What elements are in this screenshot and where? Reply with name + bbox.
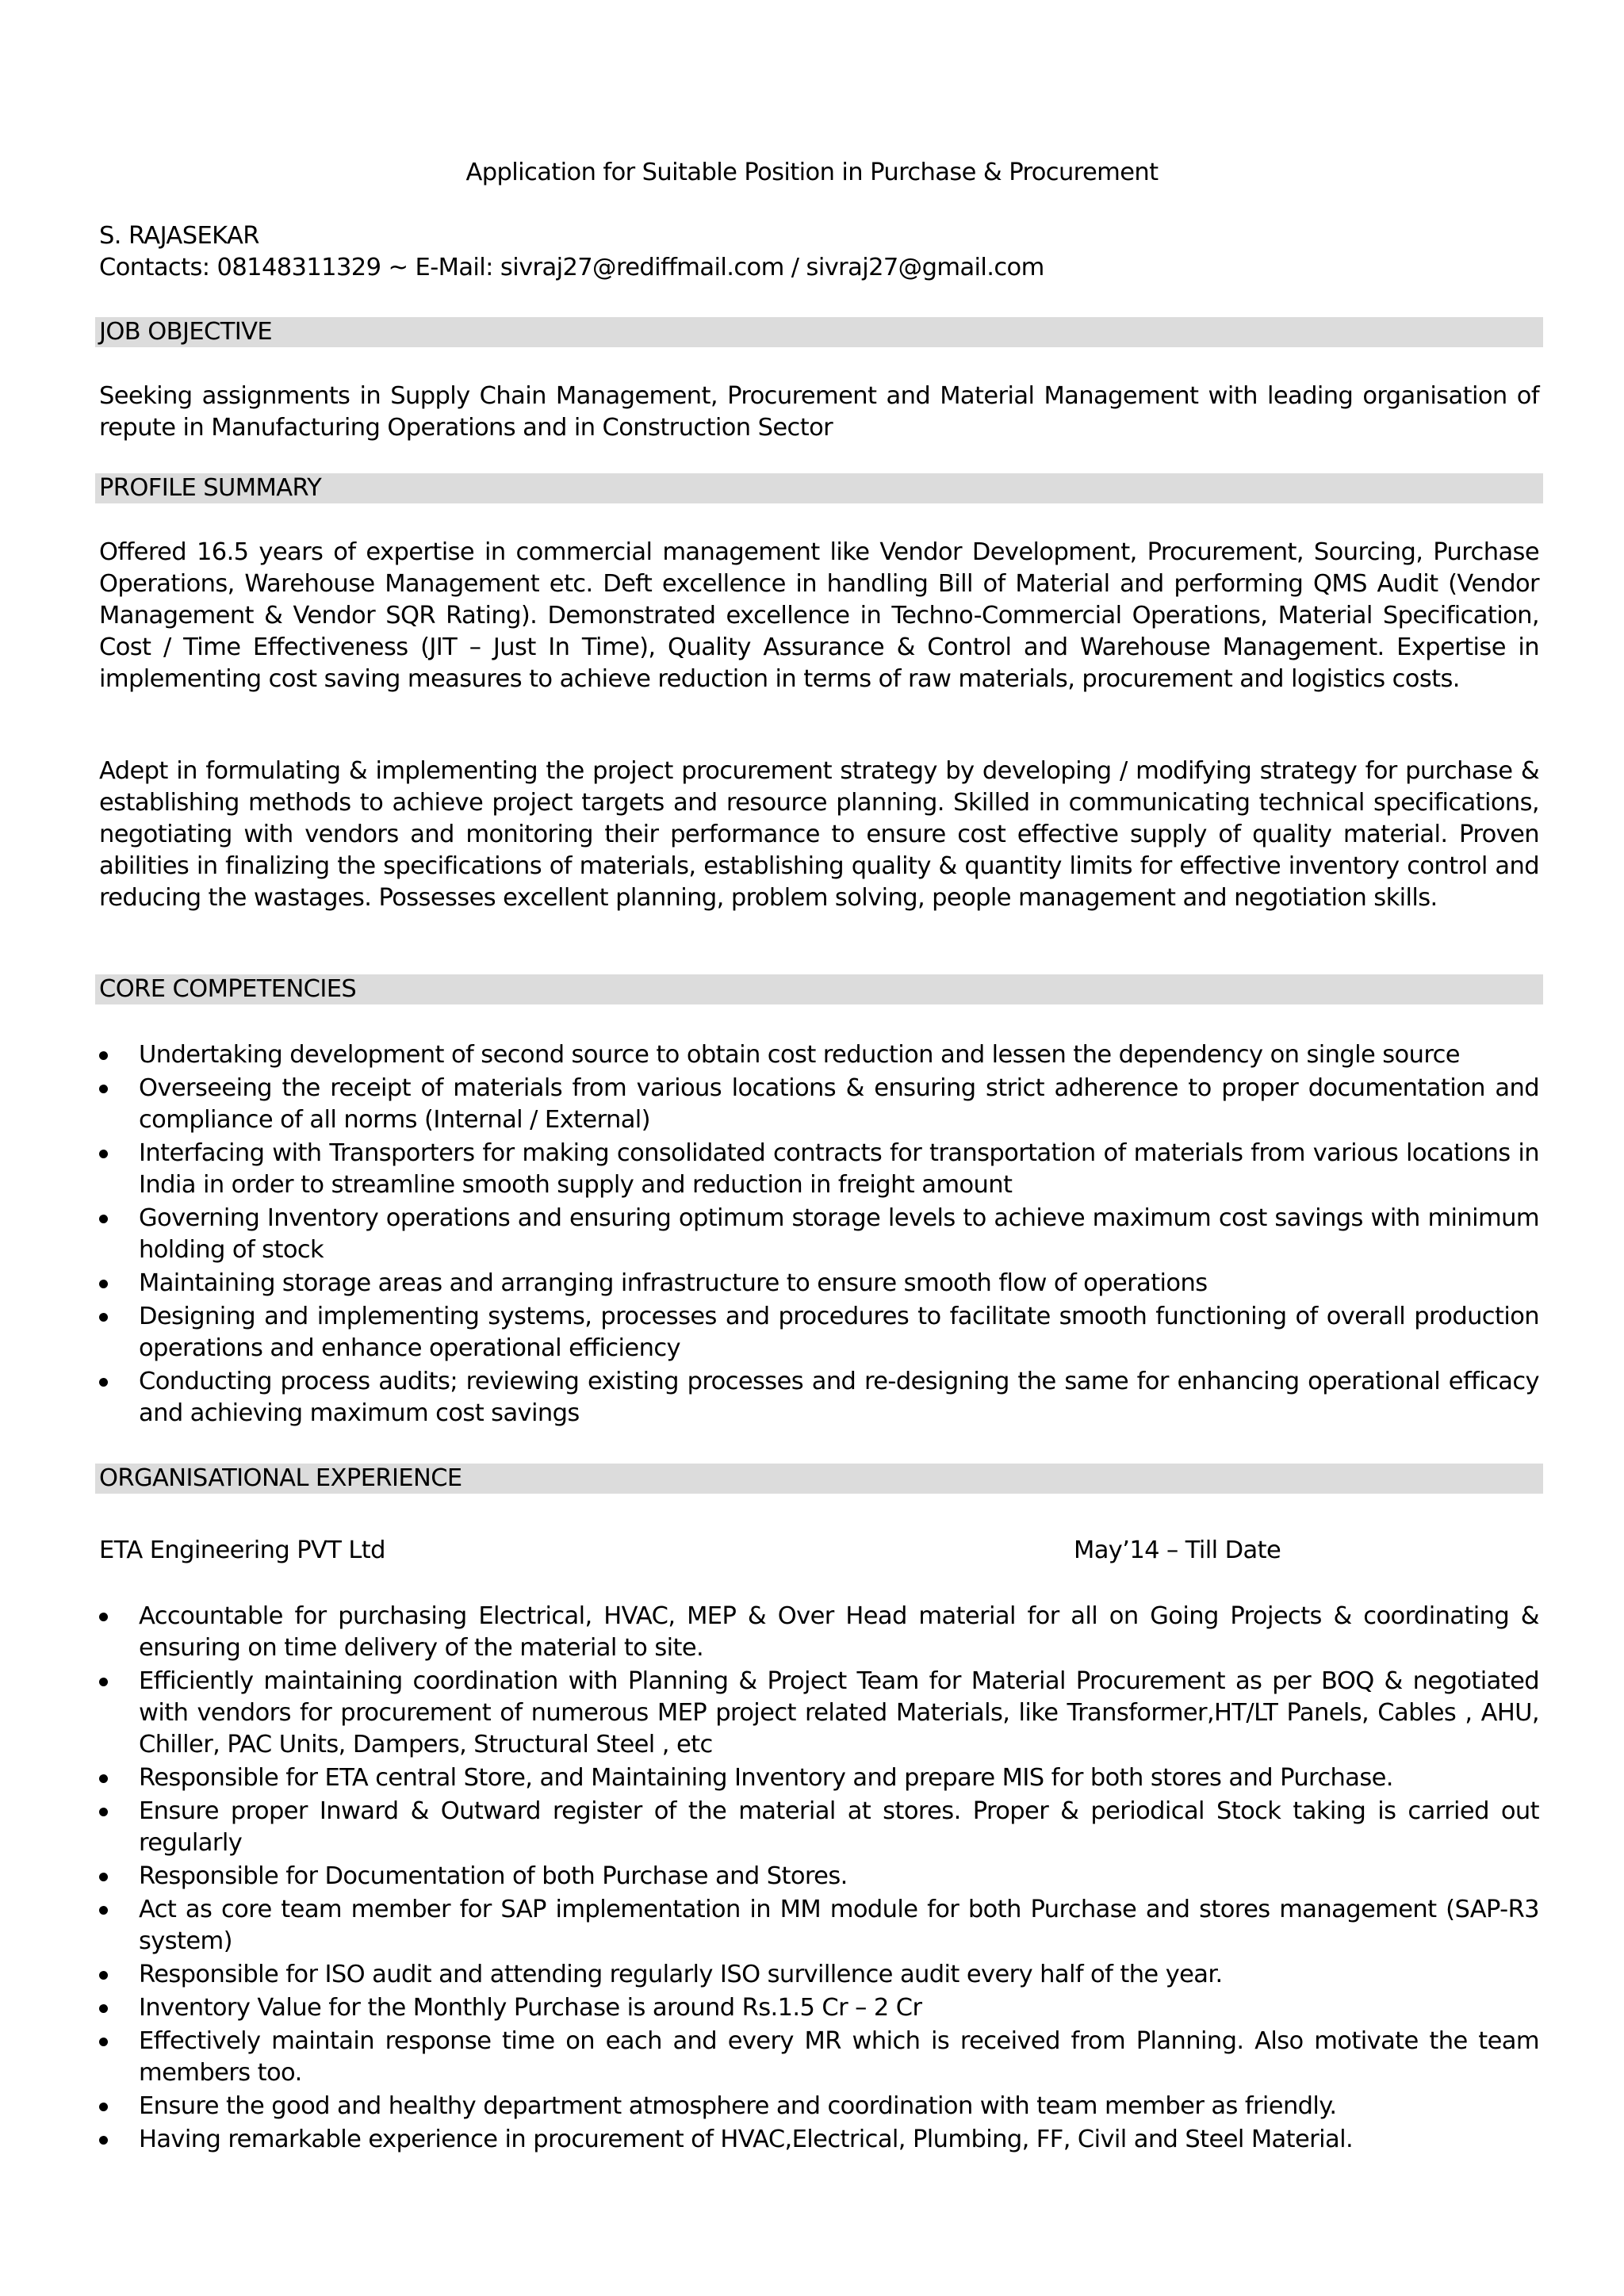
list-item: Responsible for ISO audit and attending regularly ISO survillence audit every half of the year.: [99, 1959, 1539, 1991]
list-item: Ensure the good and healthy department atmosphere and coordination with team member as friendly.: [99, 2091, 1539, 2122]
contact-line: Contacts: 08148311329 ~ E-Mail: sivraj27@rediffmail.com / sivraj27@gmail.com: [99, 254, 1044, 281]
section-heading-job-objective: JOB OBJECTIVE: [95, 317, 1543, 347]
list-item: Maintaining storage areas and arranging infrastructure to ensure smooth flow of operations: [99, 1268, 1539, 1299]
job-objective-text: Seeking assignments in Supply Chain Management, Procurement and Material Management with leading organisation of repute in Manufacturing Operations and in Construction Sector: [99, 382, 1539, 442]
experience-responsibilities-list: [99, 1601, 1539, 2157]
document-title: Application for Suitable Position in Purchase & Procurement: [465, 159, 1159, 186]
list-item: Undertaking development of second source to obtain cost reduction and lessen the dependency on single source: [99, 1039, 1539, 1071]
applicant-name: S. RAJASEKAR: [99, 222, 259, 250]
list-item: Overseeing the receipt of materials from various locations & ensuring strict adherence to proper documentation and compliance of all norms (Internal / External): [99, 1073, 1539, 1136]
list-item: Governing Inventory operations and ensuring optimum storage levels to achieve maximum cost savings with minimum holding of stock: [99, 1203, 1539, 1266]
company-name: ETA Engineering PVT Ltd: [99, 1536, 385, 1564]
core-competencies-list: [99, 1039, 1539, 1431]
list-item: Act as core team member for SAP implementation in MM module for both Purchase and stores management (SAP-R3 system): [99, 1894, 1539, 1957]
list-item: Accountable for purchasing Electrical, HVAC, MEP & Over Head material for all on Going Projects & coordinating & ensuring on time delivery of the material to site.: [99, 1601, 1539, 1664]
employment-period: May’14 – Till Date: [1074, 1536, 1281, 1564]
list-item: Interfacing with Transporters for making consolidated contracts for transportation of materials from various locations in India in order to streamline smooth supply and reduction in freight amount: [99, 1138, 1539, 1201]
list-item: Ensure proper Inward & Outward register of the material at stores. Proper & periodical Stock taking is carried out regularly: [99, 1796, 1539, 1859]
list-item: Having remarkable experience in procurement of HVAC,Electrical, Plumbing, FF, Civil and Steel Material.: [99, 2124, 1539, 2156]
profile-summary-paragraph-1: Offered 16.5 years of expertise in commercial management like Vendor Development, Procurement, Sourcing, Purchase Operations, Warehouse Management etc. Deft excellence in handling Bill of Material and performing QMS Audit (Vendor Management & Vendor SQR Rating). Demonstrated excellence in Techno-Commercial Operations, Material Specification, Cost / Time Effectiveness (JIT – Just In Time), Quality Assurance & Control and Warehouse Management. Expertise in implementing cost saving measures to achieve reduction in terms of raw materials, procurement and logistics costs.: [99, 538, 1539, 693]
section-heading-core-competencies: CORE COMPETENCIES: [95, 974, 1543, 1004]
list-item: Conducting process audits; reviewing existing processes and re-designing the same for enhancing operational efficacy and achieving maximum cost savings: [99, 1366, 1539, 1429]
list-item: Effectively maintain response time on each and every MR which is received from Planning. Also motivate the team members too.: [99, 2026, 1539, 2089]
section-heading-organisational-experience: ORGANISATIONAL EXPERIENCE: [95, 1464, 1543, 1494]
list-item: Inventory Value for the Monthly Purchase is around Rs.1.5 Cr – 2 Cr: [99, 1992, 1539, 2024]
list-item: Efficiently maintaining coordination with Planning & Project Team for Material Procurement as per BOQ & negotiated with vendors for procurement of numerous MEP project related Materials, like Transformer,HT/LT Panels, Cables , AHU, Chiller, PAC Units, Dampers, Structural Steel , etc: [99, 1666, 1539, 1761]
list-item: Responsible for ETA central Store, and Maintaining Inventory and prepare MIS for both stores and Purchase.: [99, 1762, 1539, 1794]
profile-summary-paragraph-2: Adept in formulating & implementing the project procurement strategy by developing / modifying strategy for purchase & establishing methods to achieve project targets and resource planning. Skilled in communicating technical specifications, negotiating with vendors and monitoring their performance to ensure cost effective supply of quality material. Proven abilities in finalizing the specifications of materials, establishing quality & quantity limits for effective inventory control and reducing the wastages. Possesses excellent planning, problem solving, people management and negotiation skills.: [99, 757, 1539, 912]
list-item: Responsible for Documentation of both Purchase and Stores.: [99, 1861, 1539, 1892]
section-heading-profile-summary: PROFILE SUMMARY: [95, 473, 1543, 503]
list-item: Designing and implementing systems, processes and procedures to facilitate smooth functioning of overall production operations and enhance operational efficiency: [99, 1301, 1539, 1364]
